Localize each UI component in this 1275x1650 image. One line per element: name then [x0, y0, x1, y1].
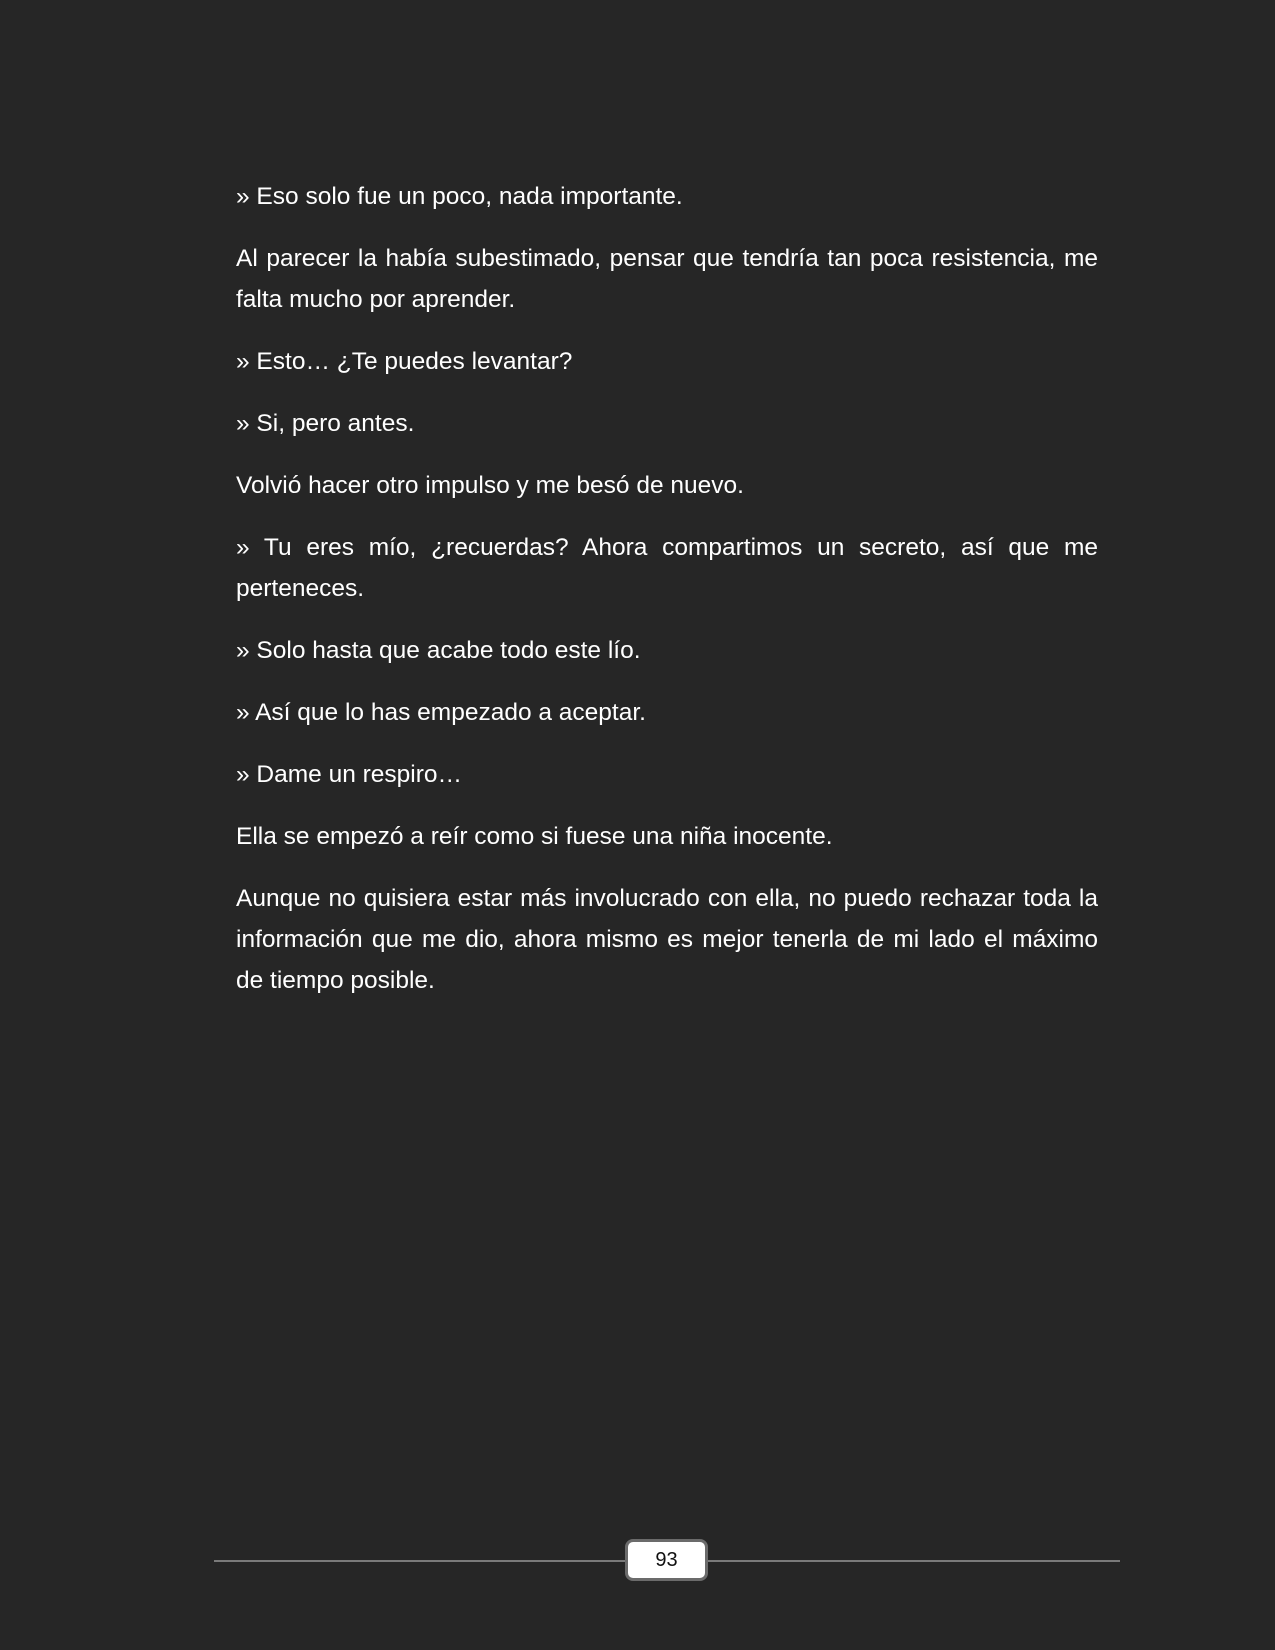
paragraph-8: » Así que lo has empezado a aceptar.	[236, 699, 646, 726]
paragraph-7: » Solo hasta que acabe todo este lío.	[236, 637, 641, 664]
paragraph-9: » Dame un respiro…	[236, 761, 463, 788]
paragraph-4: » Si, pero antes.	[236, 410, 415, 437]
paragraph-1: » Eso solo fue un poco, nada importante.	[236, 183, 683, 210]
page-number-badge	[625, 1539, 708, 1581]
paragraph-3: » Esto… ¿Te puedes levantar?	[236, 348, 573, 375]
paragraph-5: Volvió hacer otro impulso y me besó de nuevo.	[236, 472, 744, 499]
paragraph-2: Al parecer la había subestimado, pensar que tendría tan poca resistencia, me falta mucho por aprender.	[236, 245, 1098, 313]
paragraph-6: » Tu eres mío, ¿recuerdas? Ahora compartimos un secreto, así que me perteneces.	[236, 534, 1098, 602]
page-number: 93	[655, 1548, 678, 1571]
paragraph-11: Aunque no quisiera estar más involucrado con ella, no puedo rechazar toda la información que me dio, ahora mismo es mejor tenerla de mi lado el máximo de tiempo posible.	[236, 885, 1098, 994]
paragraph-10: Ella se empezó a reír como si fuese una niña inocente.	[236, 823, 833, 850]
page-body-text	[236, 176, 1098, 1022]
